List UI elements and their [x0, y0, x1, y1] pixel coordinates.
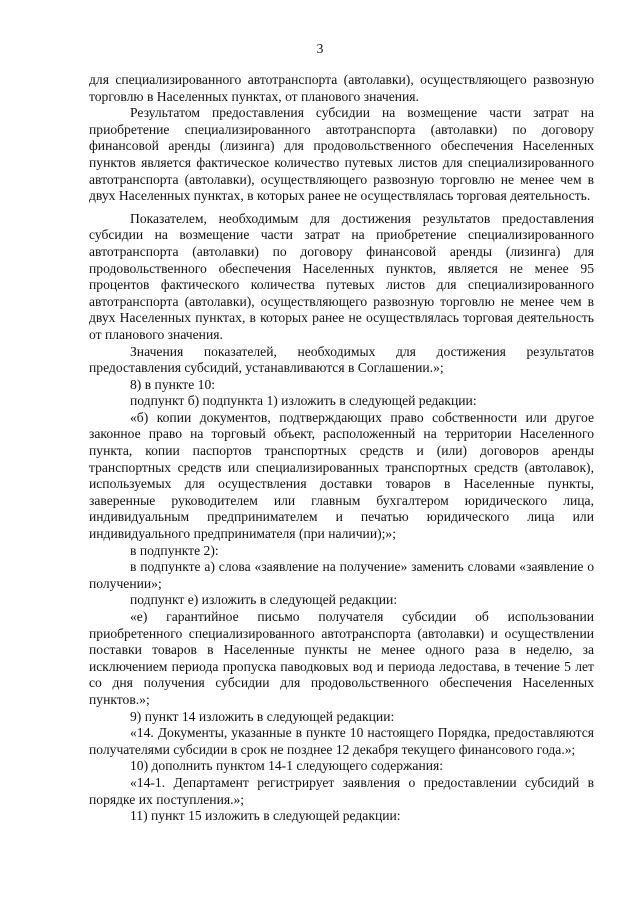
paragraph: «14. Документы, указанные в пункте 10 настоящего Порядка, предоставляются получателями субсидии в срок не позднее 12 декабря текущего финансового года.»; — [89, 725, 594, 757]
paragraph: в подпункте 2): — [130, 542, 219, 558]
paragraph: в подпункте а) слова «заявление на получение» заменить словами «заявление о получении»; — [89, 559, 594, 591]
paragraph: Результатом предоставления субсидии на возмещение части затрат на приобретение специализированного автотранспорта (автолавки) по договору финансовой аренды (лизинга) для продовольственного обеспечения Населенных пунктов является фактическое количество путевых листов для специализированного автотранспорта (автолавки), осуществляющего развозную торговлю не менее чем в двух Населенных пунктах, в которых ранее не осуществлялась торговая деятельность. — [89, 105, 594, 204]
paragraph: подпункт б) подпункта 1) изложить в следующей редакции: — [130, 393, 477, 409]
document-body — [89, 72, 594, 825]
paragraph: для специализированного автотранспорта (автолавки), осуществляющего развозную торговлю в Населенных пунктах, от планового значения. — [89, 72, 594, 104]
paragraph: «е) гарантийное письмо получателя субсидии об использовании приобретенного специализированного автотранспорта (автолавки) и осуществлении поставки товаров в Населенные пункты не менее одного раза в неделю, за исключением периода пропуска паводковых вод и периода ледостава, в течение 5 лет со дня получения субсидии для продовольственного обеспечения Населенных пунктов.»; — [89, 609, 594, 707]
paragraph: «14-1. Департамент регистрирует заявления о предоставлении субсидий в порядке их поступления.»; — [89, 774, 594, 807]
paragraph: подпункт е) изложить в следующей редакции: — [130, 592, 398, 608]
paragraph: 9) пункт 14 изложить в следующей редакции: — [130, 708, 395, 724]
paragraph: Показателем, необходимым для достижения результатов предоставления субсидии на возмещение части затрат на приобретение специализированного автотранспорта (автолавки) по договору финансовой аренды (лизинга) для продовольственного обеспечения Населенных пунктов, является не менее 95 процентов фактического количества путевых листов для специализированного автотранспорта (автолавки), осуществляющего развозную торговлю не менее чем в двух Населенных пунктах, в которых ранее не осуществлялась торговая деятельность от планового значения. — [89, 210, 594, 342]
paragraph: «б) копии документов, подтверждающих право собственности или другое законное право на торговый объект, расположенный на территории Населенного пункта, копии паспортов транспортных средств и (или) договоров аренды транспортных средств или специализированных транспортных средств (автолавок), используемых для осуществления доставки товаров в Населенные пункты, заверенные руководителем или главным бухгалтером юридического лица, индивидуальным предпринимателем и печатью юридического лица или индивидуального предпринимателя (при наличии);»; — [89, 409, 594, 542]
paragraph: 11) пункт 15 изложить в следующей редакции: — [130, 808, 401, 824]
paragraph: 8) в пункте 10: — [130, 376, 216, 392]
page-number: 3 — [316, 41, 324, 56]
paragraph: Значения показателей, необходимых для достижения результатов предоставления субсидий, устанавливаются в Соглашении.»; — [89, 343, 594, 376]
paragraph: 10) дополнить пунктом 14-1 следующего содержания: — [130, 758, 444, 774]
